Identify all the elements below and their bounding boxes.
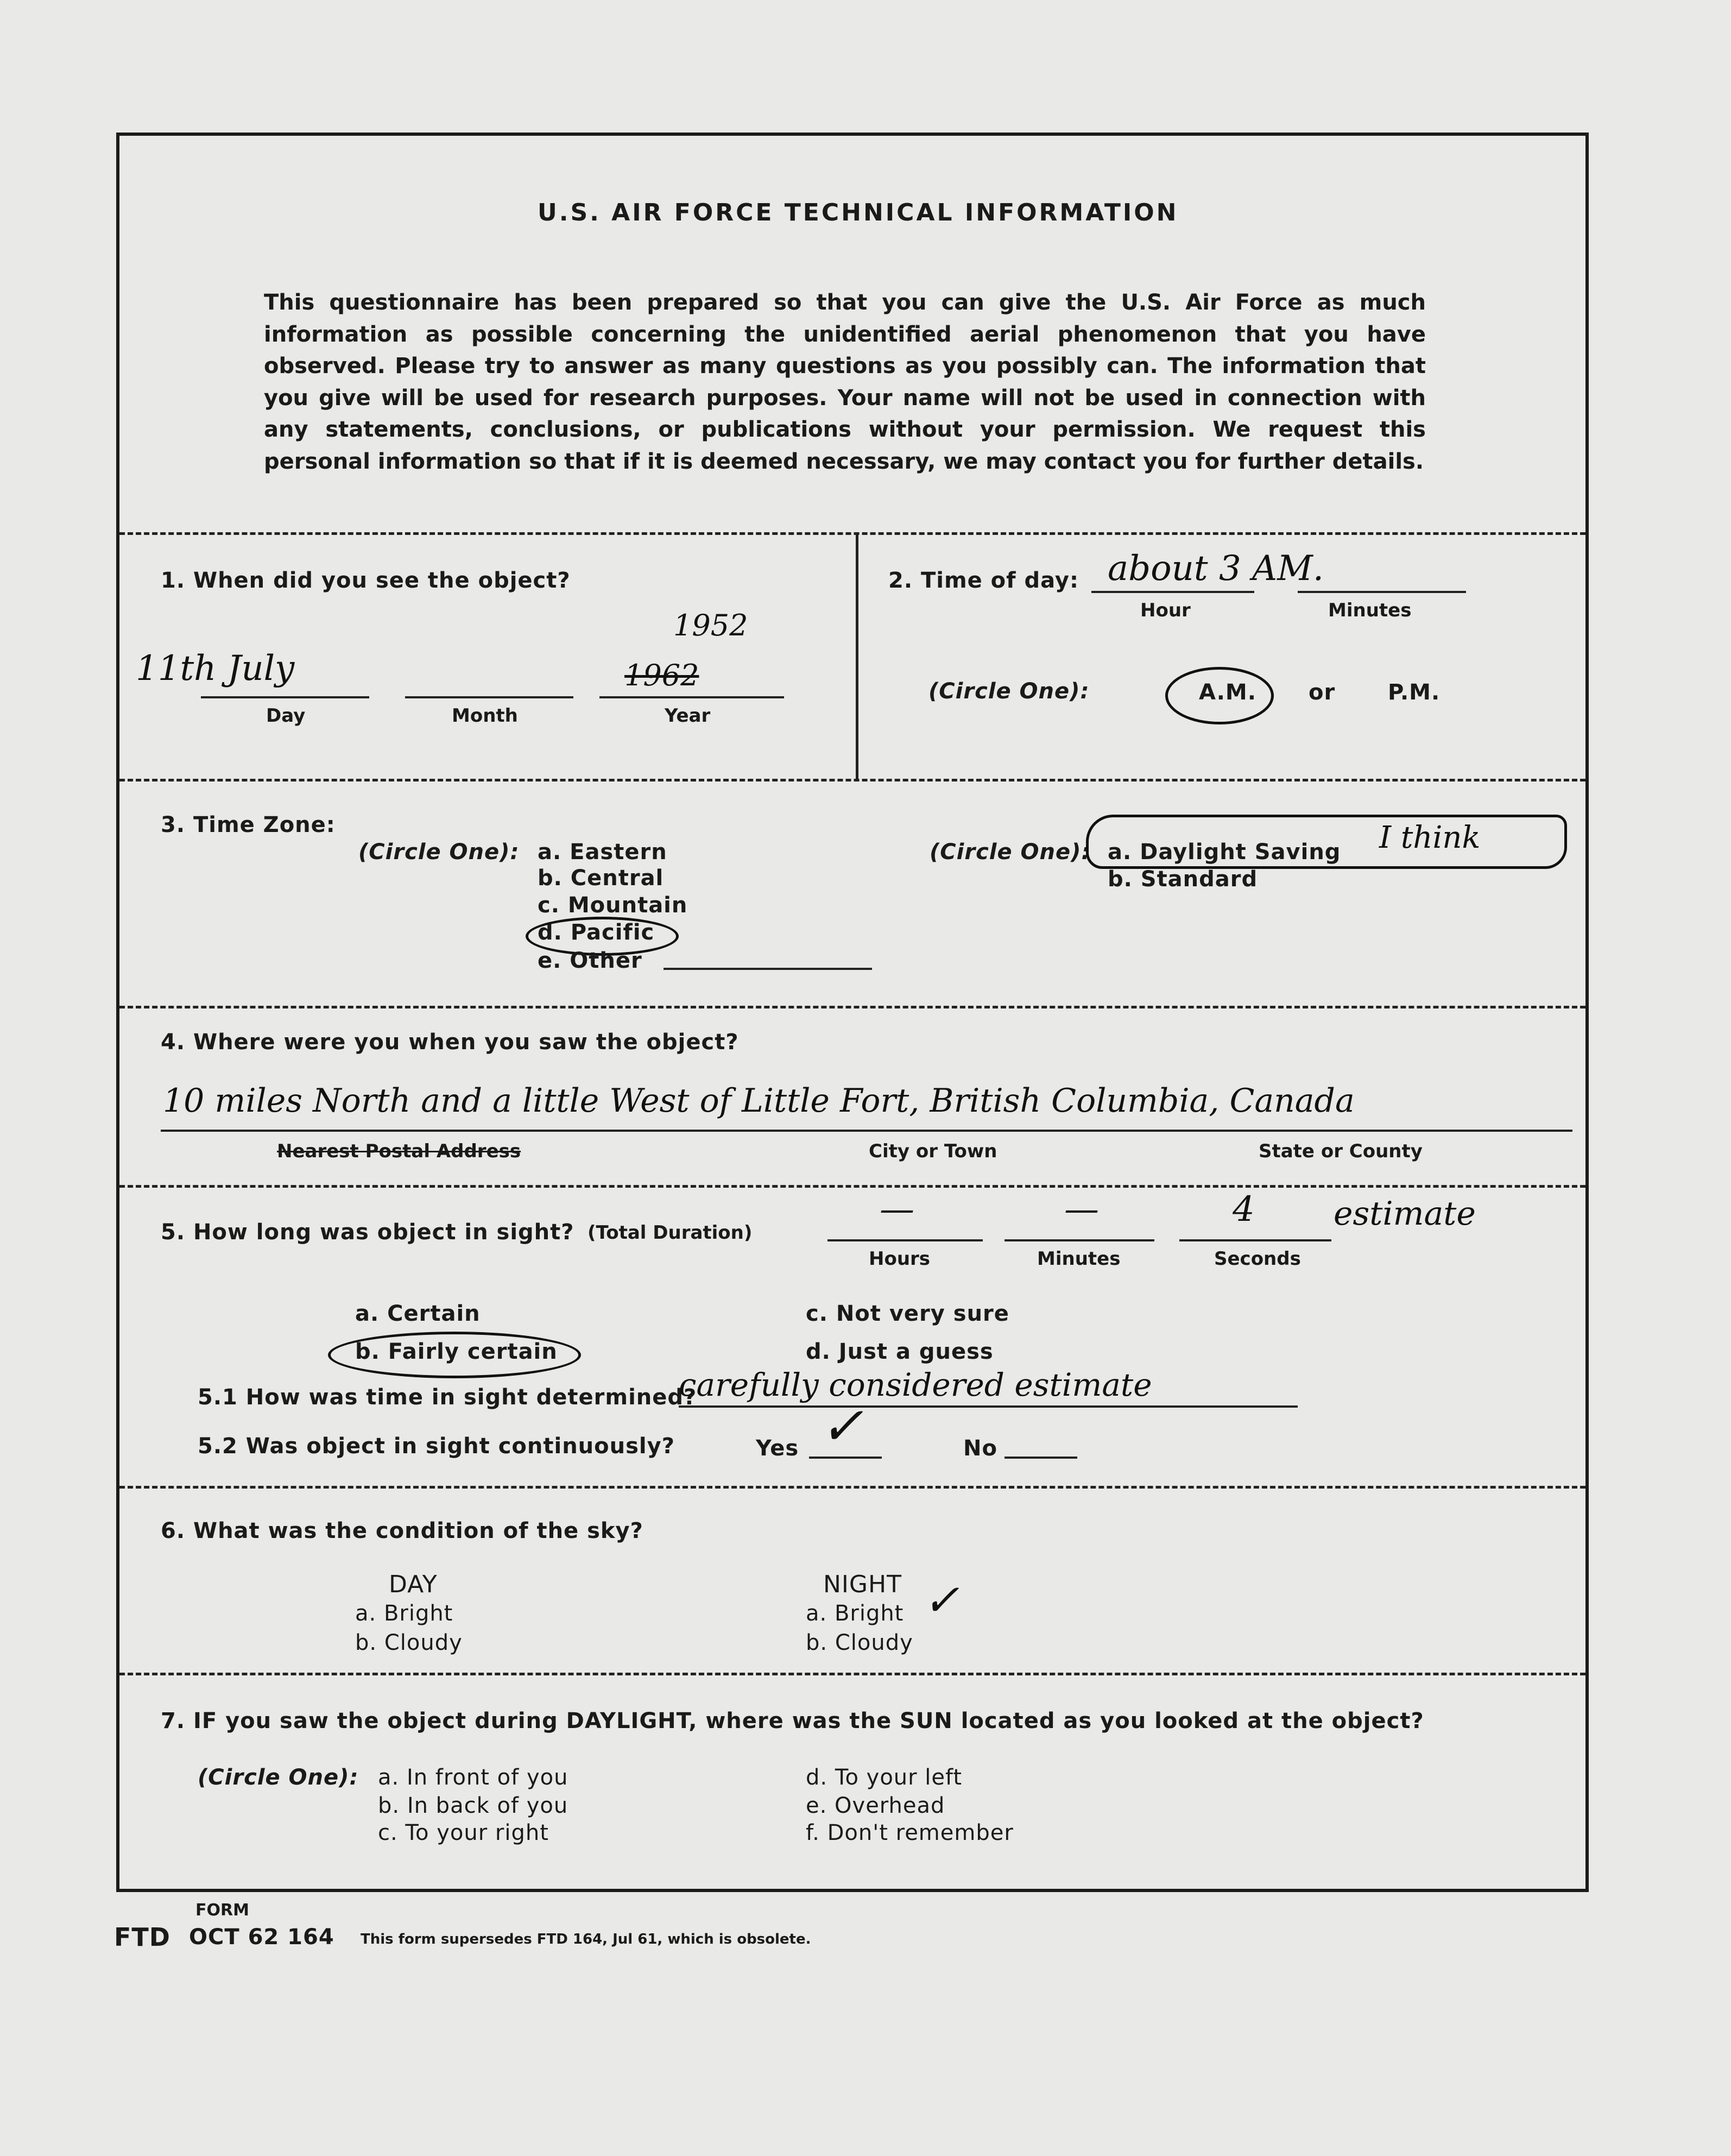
form-title: U.S. AIR FORCE TECHNICAL INFORMATION (538, 199, 1179, 226)
certainty-fairly[interactable]: b. Fairly certain (355, 1339, 558, 1364)
night-bright-checkmark: ✓ (923, 1575, 960, 1625)
q5-hours[interactable]: — (880, 1189, 914, 1230)
divider (119, 1486, 1585, 1489)
label-minutes-q5: Minutes (1037, 1248, 1121, 1270)
footer-form-number: OCT 62 164 (189, 1925, 334, 1950)
divider (856, 533, 858, 779)
zone-mountain[interactable]: c. Mountain (538, 893, 688, 918)
sun-overhead[interactable]: e. Overhead (806, 1793, 945, 1818)
certainty-not-sure[interactable]: c. Not very sure (806, 1301, 1009, 1326)
q1-year-corrected[interactable]: 1952 (673, 608, 748, 642)
q3-question: 3. Time Zone: (161, 812, 336, 837)
night-cloudy[interactable]: b. Cloudy (806, 1630, 913, 1655)
day-bright[interactable]: a. Bright (355, 1601, 453, 1626)
divider (119, 1185, 1585, 1188)
zone-other[interactable]: e. Other (538, 948, 642, 973)
certainty-guess[interactable]: d. Just a guess (806, 1339, 994, 1364)
label-day: Day (266, 705, 306, 727)
zone-central[interactable]: b. Central (538, 866, 664, 891)
yes-label: Yes (756, 1436, 799, 1461)
am-circle-mark (1165, 667, 1274, 724)
label-seconds: Seconds (1214, 1248, 1301, 1270)
daylight-saving-circle-mark (1086, 815, 1567, 869)
sun-dont-remember[interactable]: f. Don't remember (806, 1820, 1014, 1845)
divider (119, 779, 1585, 781)
q7-question: 7. IF you saw the object during DAYLIGHT, where was the SUN located as you looked at the object? (161, 1709, 1424, 1733)
q1-question: 1. When did you see the object? (161, 568, 571, 593)
q51-question: 5.1 How was time in sight determined? (198, 1385, 697, 1410)
q5-question: 5. How long was object in sight? (161, 1220, 574, 1245)
night-heading: NIGHT (823, 1571, 902, 1598)
no-label: No (963, 1436, 997, 1461)
label-minutes: Minutes (1328, 600, 1412, 621)
footer-note: This form supersedes FTD 164, Jul 61, which is obsolete. (361, 1931, 811, 1947)
q1-year-struck: 1962 (624, 658, 699, 692)
q2-circle-prompt: (Circle One): (928, 679, 1090, 704)
fairly-certain-circle-mark (328, 1332, 581, 1378)
q4-answer[interactable]: 10 miles North and a little West of Little Fort, British Columbia, Canada (163, 1082, 1355, 1120)
yes-checkmark[interactable]: ✓ (820, 1396, 864, 1457)
night-bright[interactable]: a. Bright (806, 1601, 904, 1626)
divider (119, 1006, 1585, 1008)
q52-question: 5.2 Was object in sight continuously? (198, 1434, 675, 1459)
sun-in-front[interactable]: a. In front of you (378, 1765, 568, 1790)
saving-daylight[interactable]: a. Daylight Saving (1108, 840, 1341, 865)
sun-left[interactable]: d. To your left (806, 1765, 963, 1790)
q6-question: 6. What was the condition of the sky? (161, 1518, 643, 1543)
q3-circle-prompt: (Circle One): (358, 840, 520, 865)
q2-answer[interactable]: about 3 AM. (1108, 549, 1324, 589)
q5-minutes[interactable]: — (1064, 1189, 1099, 1230)
divider (119, 532, 1585, 535)
footer-form-word: FORM (195, 1901, 249, 1920)
footer-ftd: FTD (114, 1922, 170, 1952)
q4-question: 4. Where were you when you saw the object? (161, 1030, 739, 1055)
label-state: State or County (1259, 1140, 1423, 1162)
sun-right[interactable]: c. To your right (378, 1820, 549, 1845)
label-hour: Hour (1140, 600, 1191, 621)
label-postal: Nearest Postal Address (277, 1140, 521, 1162)
intro-paragraph: This questionnaire has been prepared so that you can give the U.S. Air Force as much information as possible concerning the unidentified aerial phenomenon that you have observed. Please try to answer as many questions as you possibly can. The information that you give will be used for research purposes. Your name will not be used in connection with any statements, conclusions, or publications without your permission. We request this personal information so that if it is deemed necessary, we may contact you for further details. (264, 290, 1426, 474)
q5-seconds-note: estimate (1334, 1195, 1476, 1233)
q7-circle-prompt: (Circle One): (198, 1765, 359, 1790)
q3-saving-prompt: (Circle One): (930, 840, 1091, 865)
label-hours: Hours (869, 1248, 931, 1270)
saving-standard[interactable]: b. Standard (1108, 867, 1258, 892)
label-city: City or Town (869, 1140, 997, 1162)
zone-eastern[interactable]: a. Eastern (538, 840, 667, 865)
certainty-certain[interactable]: a. Certain (355, 1301, 481, 1326)
q51-answer[interactable]: carefully considered estimate (679, 1366, 1152, 1403)
q5-seconds[interactable]: 4 (1233, 1189, 1255, 1230)
q5-question-note: (Total Duration) (587, 1222, 753, 1244)
saving-note: I think (1379, 820, 1481, 855)
q2-question: 2. Time of day: (888, 568, 1079, 593)
label-year: Year (665, 705, 711, 727)
day-cloudy[interactable]: b. Cloudy (355, 1630, 463, 1655)
zone-pacific[interactable]: d. Pacific (538, 920, 655, 945)
day-heading: DAY (389, 1571, 438, 1598)
sun-in-back[interactable]: b. In back of you (378, 1793, 568, 1818)
q1-answer-day[interactable]: 11th July (136, 648, 295, 689)
divider (119, 1673, 1585, 1675)
option-or: or (1309, 680, 1336, 705)
option-am[interactable]: A.M. (1199, 680, 1256, 705)
option-pm[interactable]: P.M. (1388, 680, 1441, 705)
label-month: Month (452, 705, 518, 727)
